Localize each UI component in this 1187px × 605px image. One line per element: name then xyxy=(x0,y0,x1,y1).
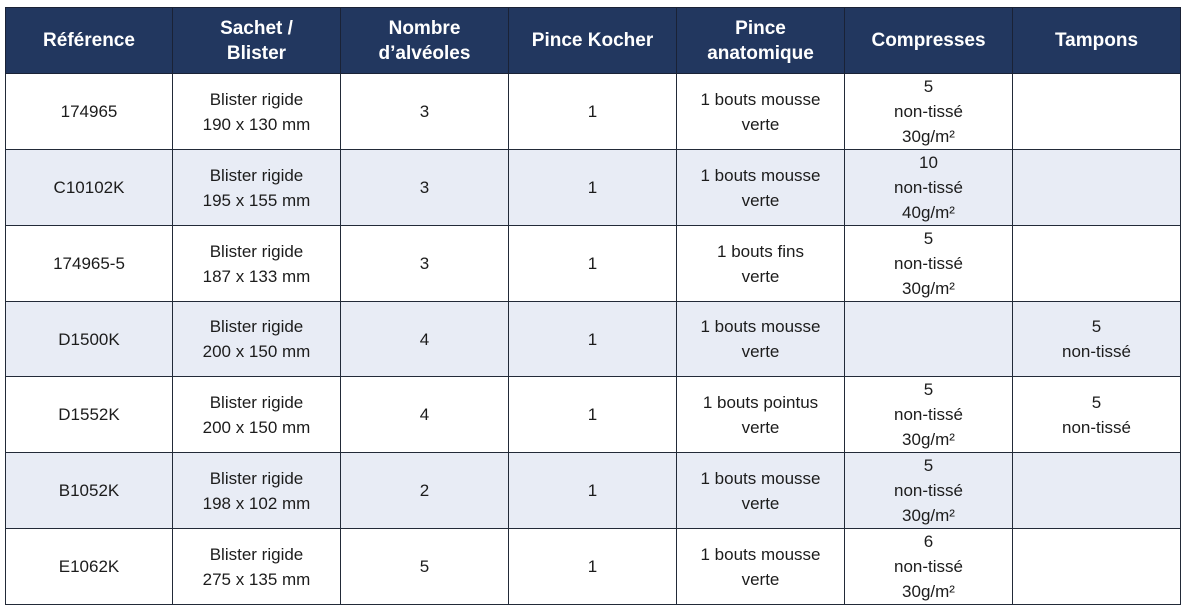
cell-pince-anatomique-line: verte xyxy=(741,417,780,437)
cell-tampons-line: non-tissé xyxy=(1062,342,1131,361)
cell-pince-kocher xyxy=(509,529,677,605)
cell-tampons-line: 5 xyxy=(1091,392,1102,412)
cell-pince-anatomique-line: verte xyxy=(741,569,780,589)
header-nombre-alveoles: Nombre d’alvéoles xyxy=(341,8,509,74)
cell-tampons-line: 5 xyxy=(1091,317,1102,336)
cell-nombre-alveoles-value: 4 xyxy=(419,329,430,349)
cell-compresses-line: 30g/m² xyxy=(902,279,955,298)
cell-pince-anatomique-line: 1 bouts mousse xyxy=(700,317,821,336)
cell-pince-kocher-value: 1 xyxy=(587,557,598,576)
cell-pince-kocher xyxy=(509,226,677,302)
cell-compresses-line: 30g/m² xyxy=(902,127,955,146)
cell-compresses xyxy=(845,529,1013,605)
cell-sachet-blister-line: Blister rigide xyxy=(209,392,304,412)
cell-compresses-line: non-tissé xyxy=(894,557,963,576)
cell-tampons xyxy=(1013,377,1181,453)
cell-reference xyxy=(6,453,173,529)
cell-reference xyxy=(6,226,173,302)
cell-pince-kocher-value: 1 xyxy=(587,481,598,500)
cell-pince-anatomique xyxy=(677,453,845,529)
cell-pince-anatomique xyxy=(677,74,845,150)
cell-pince-anatomique xyxy=(677,377,845,453)
cell-nombre-alveoles-value: 4 xyxy=(419,405,430,424)
cell-pince-anatomique-line: verte xyxy=(741,493,780,513)
cell-nombre-alveoles xyxy=(341,377,509,453)
cell-pince-kocher xyxy=(509,150,677,226)
cell-reference xyxy=(6,150,173,226)
header-pince-anatomique: Pince anatomique xyxy=(677,8,845,74)
cell-compresses xyxy=(845,150,1013,226)
cell-nombre-alveoles xyxy=(341,529,509,605)
cell-compresses xyxy=(845,377,1013,453)
cell-pince-anatomique xyxy=(677,302,845,377)
cell-sachet-blister-line: Blister rigide xyxy=(209,544,304,564)
cell-compresses xyxy=(845,226,1013,302)
cell-tampons xyxy=(1013,453,1181,529)
cell-compresses-line: non-tissé xyxy=(894,405,963,424)
cell-pince-kocher-value: 1 xyxy=(587,405,598,424)
cell-reference-value: C10102K xyxy=(53,178,125,197)
cell-nombre-alveoles-value: 3 xyxy=(419,254,430,273)
cell-sachet-blister-line: 190 x 130 mm xyxy=(202,114,311,134)
cell-compresses-line: 10 xyxy=(919,153,938,172)
table-header xyxy=(6,8,1181,74)
table-row xyxy=(6,150,1181,226)
product-table xyxy=(5,7,1181,605)
cell-pince-kocher xyxy=(509,302,677,377)
header-sachet-blister: Sachet / Blister xyxy=(173,8,341,74)
cell-compresses-line: non-tissé xyxy=(894,254,963,273)
cell-tampons xyxy=(1013,74,1181,150)
cell-reference-value: 174965 xyxy=(60,102,118,121)
table-row xyxy=(6,529,1181,605)
table-row xyxy=(6,377,1181,453)
cell-nombre-alveoles-value: 3 xyxy=(419,178,430,197)
header-compresses: Compresses xyxy=(845,8,1013,74)
cell-compresses xyxy=(845,453,1013,529)
cell-nombre-alveoles xyxy=(341,150,509,226)
cell-compresses-line: 30g/m² xyxy=(902,582,955,601)
cell-reference-value: 174965-5 xyxy=(53,254,125,273)
cell-sachet-blister-line: Blister rigide xyxy=(209,468,304,488)
cell-pince-anatomique xyxy=(677,226,845,302)
cell-sachet-blister-line: 275 x 135 mm xyxy=(202,569,311,589)
cell-sachet-blister xyxy=(173,226,341,302)
cell-sachet-blister-line: Blister rigide xyxy=(209,317,304,336)
cell-compresses-line: non-tissé xyxy=(894,178,963,197)
cell-tampons xyxy=(1013,529,1181,605)
table-row xyxy=(6,74,1181,150)
cell-nombre-alveoles xyxy=(341,302,509,377)
cell-compresses-line: non-tissé xyxy=(894,102,963,121)
cell-pince-kocher xyxy=(509,74,677,150)
cell-pince-kocher xyxy=(509,453,677,529)
cell-pince-kocher-value: 1 xyxy=(587,254,598,273)
cell-pince-anatomique-line: 1 bouts mousse xyxy=(700,468,821,488)
cell-sachet-blister-line: 195 x 155 mm xyxy=(202,190,311,210)
cell-sachet-blister xyxy=(173,453,341,529)
cell-pince-anatomique-line: verte xyxy=(741,190,780,210)
header-tampons: Tampons xyxy=(1013,8,1181,74)
cell-sachet-blister xyxy=(173,302,341,377)
cell-compresses-line: 30g/m² xyxy=(902,430,955,449)
cell-sachet-blister-line: 200 x 150 mm xyxy=(202,342,311,361)
cell-compresses-line: 40g/m² xyxy=(902,203,955,222)
cell-tampons-line: non-tissé xyxy=(1062,417,1131,437)
table-body xyxy=(6,74,1181,605)
cell-pince-anatomique-line: verte xyxy=(741,342,780,361)
cell-sachet-blister-line: 198 x 102 mm xyxy=(202,493,311,513)
cell-pince-anatomique-line: verte xyxy=(741,114,780,134)
cell-nombre-alveoles xyxy=(341,74,509,150)
cell-pince-anatomique-line: 1 bouts mousse xyxy=(700,165,821,185)
cell-sachet-blister xyxy=(173,377,341,453)
cell-nombre-alveoles-value: 2 xyxy=(419,481,430,500)
cell-reference-value: D1552K xyxy=(58,405,120,424)
header-row xyxy=(6,8,1181,74)
cell-compresses xyxy=(845,302,1013,377)
cell-reference xyxy=(6,74,173,150)
cell-nombre-alveoles-value: 3 xyxy=(419,102,430,121)
cell-sachet-blister-line: Blister rigide xyxy=(209,165,304,185)
cell-sachet-blister xyxy=(173,74,341,150)
cell-pince-anatomique-line: 1 bouts mousse xyxy=(700,89,821,109)
cell-reference xyxy=(6,302,173,377)
cell-compresses-line: 6 xyxy=(923,532,934,551)
cell-nombre-alveoles xyxy=(341,226,509,302)
cell-tampons xyxy=(1013,302,1181,377)
cell-pince-anatomique xyxy=(677,150,845,226)
cell-pince-kocher-value: 1 xyxy=(587,178,598,197)
cell-compresses-line: 30g/m² xyxy=(902,506,955,525)
cell-reference-value: E1062K xyxy=(58,557,120,576)
cell-compresses-line: 5 xyxy=(923,77,934,96)
cell-pince-anatomique-line: 1 bouts pointus xyxy=(702,392,819,412)
cell-compresses xyxy=(845,74,1013,150)
cell-tampons xyxy=(1013,226,1181,302)
table-row xyxy=(6,226,1181,302)
cell-reference-value: B1052K xyxy=(58,481,120,500)
cell-compresses-line: 5 xyxy=(923,456,934,475)
cell-compresses-line: non-tissé xyxy=(894,481,963,500)
header-pince-kocher: Pince Kocher xyxy=(509,8,677,74)
cell-sachet-blister-line: 187 x 133 mm xyxy=(202,266,311,286)
cell-reference xyxy=(6,377,173,453)
cell-pince-anatomique xyxy=(677,529,845,605)
cell-sachet-blister-line: 200 x 150 mm xyxy=(202,417,311,437)
cell-sachet-blister xyxy=(173,529,341,605)
cell-tampons xyxy=(1013,150,1181,226)
cell-reference-value: D1500K xyxy=(58,329,120,349)
cell-compresses-line: 5 xyxy=(923,229,934,248)
cell-pince-kocher-value: 1 xyxy=(587,329,598,349)
cell-sachet-blister xyxy=(173,150,341,226)
table-row xyxy=(6,453,1181,529)
cell-pince-anatomique-line: 1 bouts fins xyxy=(717,241,804,261)
header-reference: Référence xyxy=(6,8,173,74)
cell-nombre-alveoles xyxy=(341,453,509,529)
cell-pince-kocher xyxy=(509,377,677,453)
cell-reference xyxy=(6,529,173,605)
cell-pince-anatomique-line: 1 bouts mousse xyxy=(700,544,821,564)
cell-compresses-line: 5 xyxy=(923,380,934,399)
cell-pince-anatomique-line: verte xyxy=(741,266,780,286)
cell-sachet-blister-line: Blister rigide xyxy=(209,241,304,261)
cell-sachet-blister-line: Blister rigide xyxy=(209,89,304,109)
cell-pince-kocher-value: 1 xyxy=(587,102,598,121)
cell-nombre-alveoles-value: 5 xyxy=(419,557,430,576)
table-row xyxy=(6,302,1181,377)
